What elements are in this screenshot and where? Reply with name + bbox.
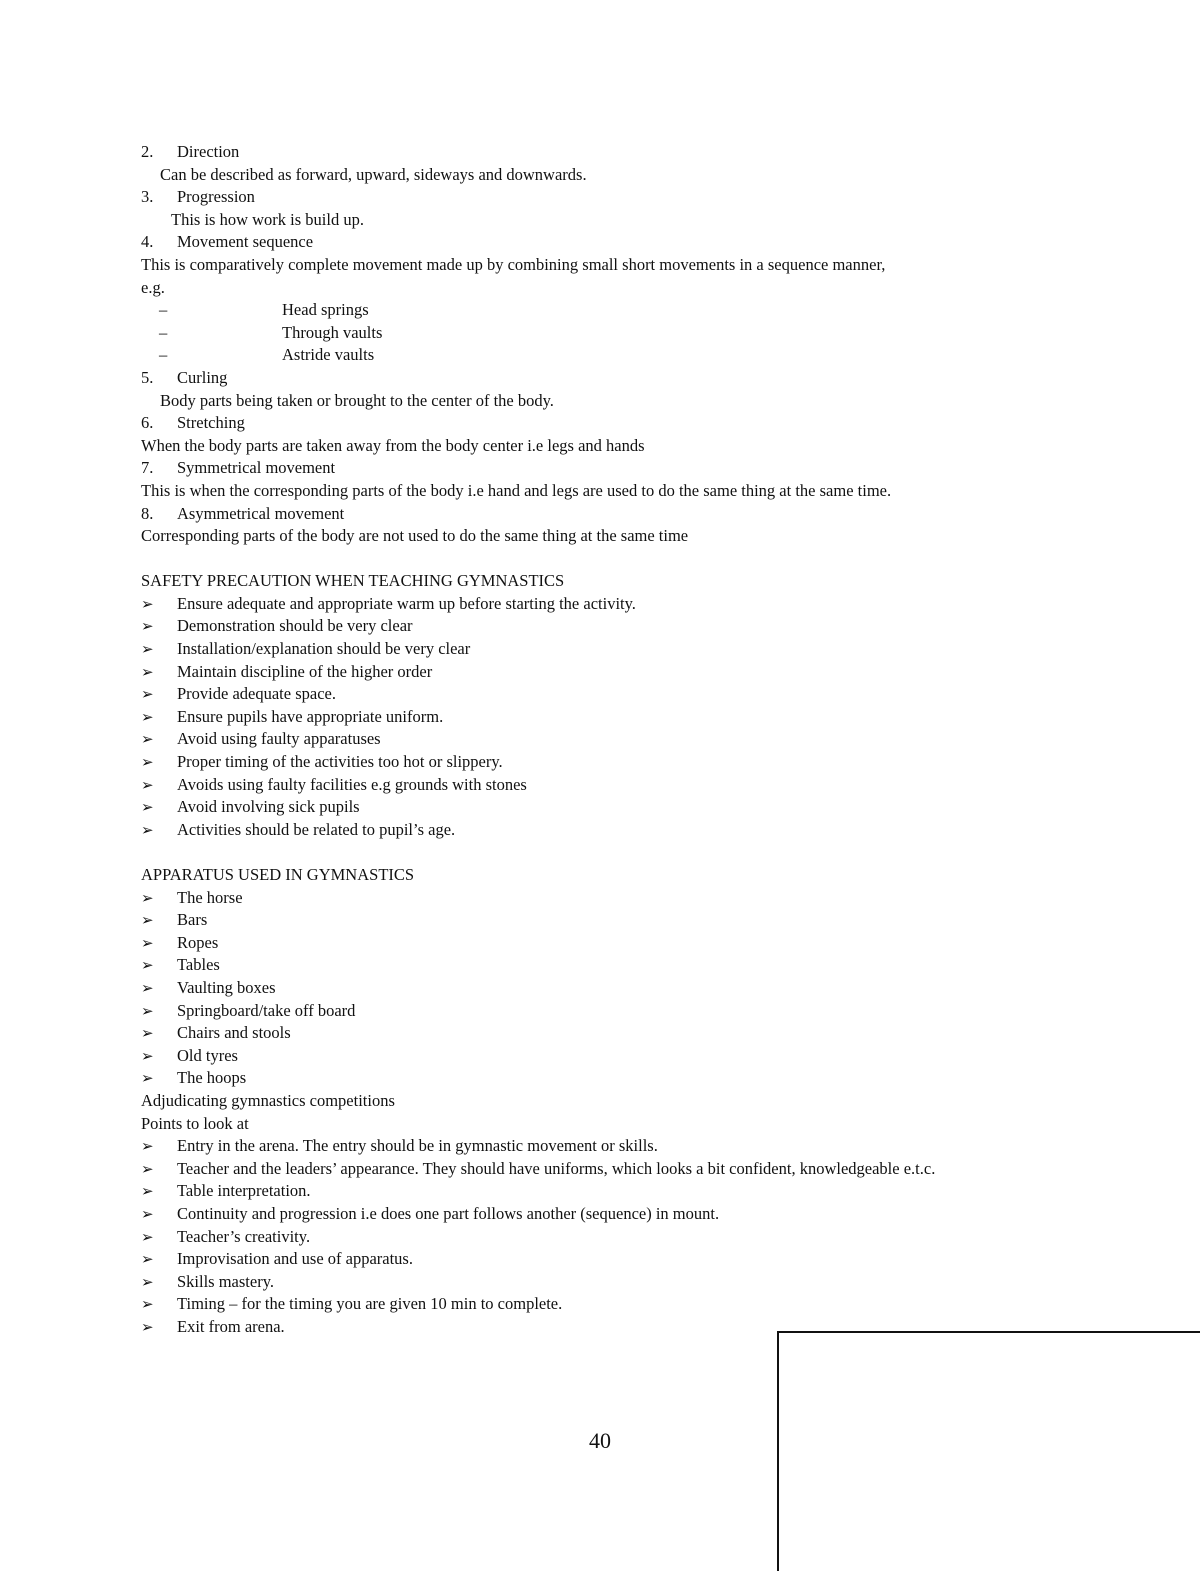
adjudicating-subheading: Points to look at [141,1113,249,1133]
safety-item [141,774,1061,797]
safety-item [141,751,1061,774]
safety-item [141,728,1061,751]
arrow-bullet-icon: ➢ [141,730,154,749]
bullet-text: The hoops [177,1068,247,1088]
arrow-bullet-icon: ➢ [141,1317,154,1336]
bullet-text: Chairs and stools [177,1023,291,1043]
term-description: This is comparatively complete movement made up by combining small short movements in a sequence manner, [141,254,886,274]
apparatus-item [141,1022,1061,1045]
term-title: Stretching [177,413,245,433]
arrow-bullet-icon: ➢ [141,1272,154,1291]
safety-heading: SAFETY PRECAUTION WHEN TEACHING GYMNASTICS [141,571,565,591]
term-number: 2. [141,142,154,161]
adjudicating-item [141,1203,1061,1226]
term-progression [141,186,1061,209]
bullet-text: Proper timing of the activities too hot or slippery. [177,752,503,772]
arrow-bullet-icon: ➢ [141,1001,154,1020]
arrow-bullet-icon: ➢ [141,617,154,636]
safety-item [141,796,1061,819]
term-number: 7. [141,458,154,478]
apparatus-heading: APPARATUS USED IN GYMNASTICS [141,865,415,884]
bullet-text: Provide adequate space. [177,684,336,704]
example-label: Through vaults [282,322,383,342]
example-label: Astride vaults [282,345,375,365]
example-item [141,299,1061,322]
apparatus-item [141,909,1061,932]
arrow-bullet-icon: ➢ [141,1046,154,1065]
term-curling [141,367,1061,390]
dash-marker: – [159,300,168,320]
term-number: 6. [141,413,154,433]
arrow-bullet-icon: ➢ [141,1137,154,1156]
adjudicating-item [141,1135,1061,1158]
spacer [141,841,1061,864]
term-title: Curling [177,367,228,387]
bullet-text: Table interpretation. [177,1181,311,1201]
bullet-text: Maintain discipline of the higher order [177,661,433,681]
term-description: Corresponding parts of the body are not used to do the same thing at the same time [141,526,689,546]
adjudicating-item [141,1180,1061,1203]
arrow-bullet-icon: ➢ [141,594,154,613]
arrow-bullet-icon: ➢ [141,1227,154,1246]
arrow-bullet-icon: ➢ [141,685,154,704]
apparatus-item [141,887,1061,910]
adjudicating-item [141,1226,1061,1249]
dash-marker: – [159,345,168,365]
term-number: 8. [141,503,154,523]
bullet-text: Avoid using faulty apparatuses [177,729,381,749]
arrow-bullet-icon: ➢ [141,1159,154,1178]
arrow-bullet-icon: ➢ [141,707,154,726]
bullet-text: Improvisation and use of apparatus. [177,1249,413,1269]
bullet-text: Bars [177,910,208,930]
safety-item [141,593,1061,616]
arrow-bullet-icon: ➢ [141,911,154,930]
term-description: When the body parts are taken away from the body center i.e legs and hands [141,435,645,455]
example-item [141,322,1061,345]
term-direction [141,141,1061,164]
example-label: Head springs [282,300,369,320]
bullet-text: Old tyres [177,1045,238,1065]
arrow-bullet-icon: ➢ [141,753,154,772]
safety-item [141,683,1061,706]
bullet-text: Ensure adequate and appropriate warm up before starting the activity. [177,593,636,613]
term-description: This is how work is build up. [171,209,364,229]
arrow-bullet-icon: ➢ [141,662,154,681]
apparatus-item [141,1045,1061,1068]
page-content [141,141,1061,1338]
bullet-text: Timing – for the timing you are given 10 min to complete. [177,1294,563,1314]
term-stretching [141,412,1061,435]
arrow-bullet-icon: ➢ [141,1182,154,1201]
spacer [141,548,1061,571]
arrow-bullet-icon: ➢ [141,1250,154,1269]
term-number: 5. [141,367,154,387]
safety-item [141,819,1061,842]
term-number: 3. [141,187,154,207]
bullet-text: Installation/explanation should be very clear [177,639,471,659]
term-title: Asymmetrical movement [177,503,345,523]
term-title: Symmetrical movement [177,458,336,478]
bullet-text: Demonstration should be very clear [177,616,413,636]
adjudicating-item [141,1248,1061,1271]
arrow-bullet-icon: ➢ [141,798,154,817]
apparatus-item [141,932,1061,955]
arrow-bullet-icon: ➢ [141,933,154,952]
frame-box [777,1331,1200,1571]
adjudicating-item [141,1293,1061,1316]
arrow-bullet-icon: ➢ [141,1204,154,1223]
bullet-text: Ropes [177,932,219,952]
arrow-bullet-icon: ➢ [141,888,154,907]
arrow-bullet-icon: ➢ [141,640,154,659]
bullet-text: Avoids using faulty facilities e.g grounds with stones [177,774,527,794]
term-description-continued: e.g. [141,277,165,297]
bullet-text: The horse [177,887,243,907]
arrow-bullet-icon: ➢ [141,956,154,975]
apparatus-item [141,1000,1061,1023]
term-title: Direction [177,142,240,161]
bullet-text: Exit from arena. [177,1316,285,1336]
bullet-text: Continuity and progression i.e does one part follows another (sequence) in mount. [177,1203,720,1223]
arrow-bullet-icon: ➢ [141,775,154,794]
bullet-text: Ensure pupils have appropriate uniform. [177,706,444,726]
apparatus-item [141,1067,1061,1090]
term-title: Movement sequence [177,232,314,252]
term-title: Progression [177,187,255,207]
bullet-text: Tables [177,955,220,975]
safety-item [141,638,1061,661]
bullet-text: Teacher and the leaders’ appearance. They should have uniforms, which looks a bit confident, knowledgeable e.t.c. [177,1158,936,1178]
arrow-bullet-icon: ➢ [141,1069,154,1088]
term-description: Body parts being taken or brought to the center of the body. [160,390,554,410]
bullet-text: Teacher’s creativity. [177,1226,311,1246]
dash-marker: – [159,322,168,342]
bullet-text: Vaulting boxes [177,977,276,997]
adjudicating-heading: Adjudicating gymnastics competitions [141,1090,395,1110]
safety-item [141,615,1061,638]
arrow-bullet-icon: ➢ [141,1295,154,1314]
bullet-text: Springboard/take off board [177,1000,356,1020]
term-description: This is when the corresponding parts of the body i.e hand and legs are used to do the same thing at the same time. [141,480,892,500]
term-number: 4. [141,232,154,252]
page-number: 40 [589,1428,611,1453]
example-item [141,344,1061,367]
arrow-bullet-icon: ➢ [141,978,154,997]
adjudicating-item [141,1158,1077,1181]
safety-item [141,661,1061,684]
bullet-text: Avoid involving sick pupils [177,797,360,817]
apparatus-item [141,977,1061,1000]
safety-item [141,706,1061,729]
bullet-text: Entry in the arena. The entry should be in gymnastic movement or skills. [177,1136,658,1156]
term-movement-sequence [141,231,1061,254]
term-asymmetrical-movement [141,503,1061,526]
bullet-text: Activities should be related to pupil’s age. [177,819,456,839]
term-description: Can be described as forward, upward, sideways and downwards. [160,164,587,184]
bullet-text: Skills mastery. [177,1271,275,1291]
apparatus-item [141,954,1061,977]
term-symmetrical-movement [141,457,1061,480]
adjudicating-item [141,1271,1061,1294]
arrow-bullet-icon: ➢ [141,820,154,839]
arrow-bullet-icon: ➢ [141,1024,154,1043]
